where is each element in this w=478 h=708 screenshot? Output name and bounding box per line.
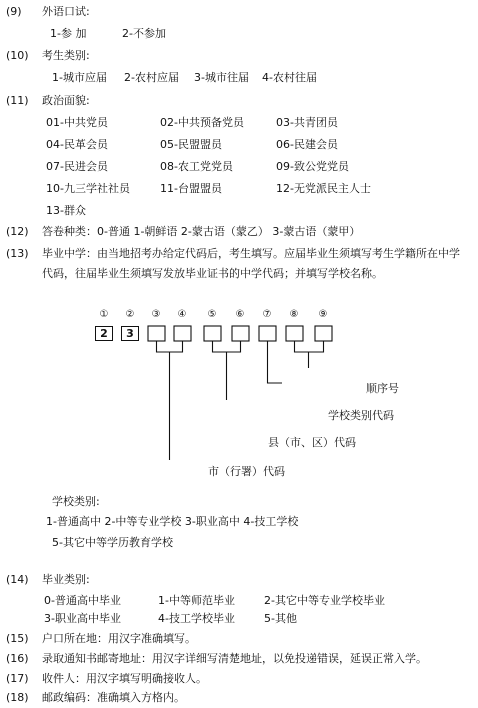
label-city-code: 市（行署）代码 (208, 465, 285, 478)
circled-number: ⑤ (207, 309, 217, 320)
label-school-type-code: 学校类别代码 (328, 409, 394, 422)
code-box-filled: 2 (95, 326, 113, 341)
item-11-title: 政治面貌: (42, 94, 90, 107)
code-box-filled: 3 (121, 326, 139, 341)
item-9-option-2: 2-不参加 (122, 27, 166, 40)
party-item: 12-无党派民主人士 (276, 182, 371, 195)
circled-number: ② (125, 309, 135, 320)
item-14-title: 毕业类别: (42, 573, 90, 586)
item-17-number: (17) (6, 672, 29, 685)
item-15-number: (15) (6, 632, 29, 645)
circled-number: ⑦ (262, 309, 272, 320)
item-13-line-1: 毕业中学：由当地招考办给定代码后，考生填写。应届毕业生须填写考生学籍所在中学 (42, 247, 460, 260)
label-county-code: 县（市、区）代码 (268, 436, 356, 449)
graduation-type: 1-中等师范毕业 (158, 594, 235, 607)
item-9-option-1: 1-参 加 (50, 27, 87, 40)
circled-number: ⑥ (235, 309, 245, 320)
item-11-number: (11) (6, 94, 29, 107)
item-10-title: 考生类别: (42, 49, 90, 62)
item-16-number: (16) (6, 652, 29, 665)
item-9-title: 外语口试: (42, 5, 90, 18)
party-item: 11-台盟盟员 (160, 182, 222, 195)
party-item: 07-民进会员 (46, 160, 108, 173)
circled-number: ⑧ (289, 309, 299, 320)
party-item: 13-群众 (46, 204, 86, 217)
graduation-type: 0-普通高中毕业 (44, 594, 121, 607)
item-13-number: (13) (6, 247, 29, 260)
circled-number: ① (99, 309, 109, 320)
item-10-option-4: 4-农村往届 (262, 71, 317, 84)
party-item: 06-民建会员 (276, 138, 338, 151)
graduation-type: 4-技工学校毕业 (158, 612, 235, 625)
party-item: 02-中共预备党员 (160, 116, 244, 129)
party-item: 05-民盟盟员 (160, 138, 222, 151)
circled-number: ⑨ (318, 309, 328, 320)
item-12-text: 答卷种类：0-普通 1-朝鲜语 2-蒙古语（蒙乙） 3-蒙古语（蒙甲） (42, 225, 361, 238)
item-10-option-2: 2-农村应届 (124, 71, 179, 84)
party-item: 09-致公党党员 (276, 160, 349, 173)
party-item: 10-九三学社社员 (46, 182, 130, 195)
school-types-line-2: 5-其它中等学历教育学校 (52, 536, 173, 549)
party-item: 03-共青团员 (276, 116, 338, 129)
graduation-type: 3-职业高中毕业 (44, 612, 121, 625)
circled-number: ④ (177, 309, 187, 320)
item-12-number: (12) (6, 225, 29, 238)
school-types-line-1: 1-普通高中 2-中等专业学校 3-职业高中 4-技工学校 (46, 515, 299, 528)
label-sequence: 顺序号 (366, 382, 399, 395)
item-13-line-2: 代码，往届毕业生须填写发放毕业证书的中学代码；并填写学校名称。 (42, 267, 383, 280)
graduation-type: 2-其它中等专业学校毕业 (264, 594, 385, 607)
item-16-text: 录取通知书邮寄地址：用汉字详细写清楚地址，以免投递错误，延误正常入学。 (42, 652, 427, 665)
graduation-type: 5-其他 (264, 612, 297, 625)
party-item: 08-农工党党员 (160, 160, 233, 173)
item-10-option-3: 3-城市往届 (194, 71, 249, 84)
item-18-text: 邮政编码：准确填入方格内。 (42, 691, 185, 704)
item-10-number: (10) (6, 49, 29, 62)
item-17-text: 收件人：用汉字填写明确接收人。 (42, 672, 207, 685)
item-14-number: (14) (6, 573, 29, 586)
item-18-number: (18) (6, 691, 29, 704)
party-item: 04-民革会员 (46, 138, 108, 151)
item-15-text: 户口所在地：用汉字准确填写。 (42, 632, 196, 645)
party-item: 01-中共党员 (46, 116, 108, 129)
item-9-number: (9) (6, 5, 22, 18)
school-types-title: 学校类别: (52, 495, 100, 508)
item-10-option-1: 1-城市应届 (52, 71, 107, 84)
circled-number: ③ (151, 309, 161, 320)
